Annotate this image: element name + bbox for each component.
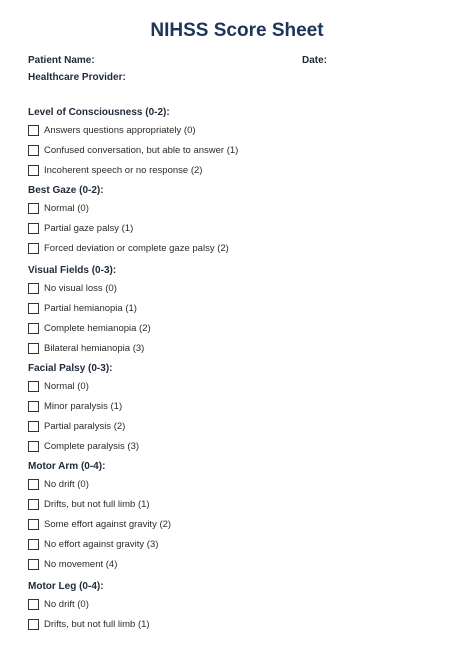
option-visual-1[interactable]	[28, 298, 151, 318]
option-arm-0[interactable]	[28, 474, 171, 494]
option-visual-2[interactable]	[28, 318, 151, 338]
date-label: Date:	[302, 55, 328, 66]
option-gaze-2[interactable]	[28, 238, 229, 258]
option-label: No visual loss (0)	[44, 282, 117, 294]
checkbox[interactable]	[28, 283, 39, 294]
patient-name-label: Patient Name:	[28, 55, 95, 66]
section-title: Visual Fields (0-3):	[28, 265, 117, 276]
section-title: Motor Leg (0-4):	[28, 581, 104, 592]
option-label: No effort against gravity (3)	[44, 538, 159, 550]
checkbox[interactable]	[28, 599, 39, 610]
option-loc-1[interactable]	[28, 140, 238, 160]
option-visual-3[interactable]	[28, 338, 151, 358]
checkbox[interactable]	[28, 145, 39, 156]
option-label: Confused conversation, but able to answer (1)	[44, 144, 239, 156]
checkbox[interactable]	[28, 343, 39, 354]
option-arm-4[interactable]	[28, 554, 171, 574]
section-title: Facial Palsy (0-3):	[28, 363, 113, 374]
option-label: Incoherent speech or no response (2)	[44, 164, 203, 176]
page-title: NIHSS Score Sheet	[150, 20, 324, 41]
option-arm-3[interactable]	[28, 534, 171, 554]
option-label: Normal (0)	[44, 202, 89, 214]
option-label: Partial hemianopia (1)	[44, 302, 137, 314]
checkbox[interactable]	[28, 499, 39, 510]
option-label: Partial paralysis (2)	[44, 420, 126, 432]
section-title: Best Gaze (0-2):	[28, 185, 104, 196]
option-arm-1[interactable]	[28, 494, 171, 514]
checkbox[interactable]	[28, 421, 39, 432]
checkbox[interactable]	[28, 559, 39, 570]
option-label: No drift (0)	[44, 598, 89, 610]
option-arm-2[interactable]	[28, 514, 171, 534]
option-visual-0[interactable]	[28, 278, 151, 298]
section-motor-leg	[28, 580, 150, 634]
checkbox[interactable]	[28, 243, 39, 254]
option-label: Answers questions appropriately (0)	[44, 124, 196, 136]
checkbox[interactable]	[28, 223, 39, 234]
option-leg-1[interactable]	[28, 614, 150, 634]
healthcare-provider-label: Healthcare Provider:	[28, 72, 126, 83]
section-level-of-consciousness	[28, 106, 238, 180]
checkbox[interactable]	[28, 619, 39, 630]
checkbox[interactable]	[28, 203, 39, 214]
option-label: Minor paralysis (1)	[44, 400, 123, 412]
option-label: Some effort against gravity (2)	[44, 518, 172, 530]
option-label: Complete paralysis (3)	[44, 440, 140, 452]
option-label: No movement (4)	[44, 558, 118, 570]
checkbox[interactable]	[28, 401, 39, 412]
section-title: Level of Consciousness (0-2):	[28, 107, 170, 118]
option-gaze-0[interactable]	[28, 198, 229, 218]
checkbox[interactable]	[28, 303, 39, 314]
option-loc-0[interactable]	[28, 120, 238, 140]
option-leg-0[interactable]	[28, 594, 150, 614]
option-facial-1[interactable]	[28, 396, 139, 416]
checkbox[interactable]	[28, 381, 39, 392]
section-visual-fields	[28, 264, 151, 358]
checkbox[interactable]	[28, 165, 39, 176]
section-title: Motor Arm (0-4):	[28, 461, 106, 472]
option-loc-2[interactable]	[28, 160, 238, 180]
checkbox[interactable]	[28, 519, 39, 530]
checkbox[interactable]	[28, 125, 39, 136]
option-label: Forced deviation or complete gaze palsy (2)	[44, 242, 229, 254]
option-label: No drift (0)	[44, 478, 89, 490]
option-label: Drifts, but not full limb (1)	[44, 618, 150, 630]
option-facial-2[interactable]	[28, 416, 139, 436]
section-best-gaze	[28, 184, 229, 258]
option-label: Bilateral hemianopia (3)	[44, 342, 145, 354]
checkbox[interactable]	[28, 539, 39, 550]
option-facial-0[interactable]	[28, 376, 139, 396]
option-label: Normal (0)	[44, 380, 89, 392]
checkbox[interactable]	[28, 479, 39, 490]
section-motor-arm	[28, 460, 171, 574]
option-gaze-1[interactable]	[28, 218, 229, 238]
option-label: Complete hemianopia (2)	[44, 322, 151, 334]
option-label: Partial gaze palsy (1)	[44, 222, 134, 234]
checkbox[interactable]	[28, 441, 39, 452]
option-label: Drifts, but not full limb (1)	[44, 498, 150, 510]
checkbox[interactable]	[28, 323, 39, 334]
section-facial-palsy	[28, 362, 139, 456]
option-facial-3[interactable]	[28, 436, 139, 456]
